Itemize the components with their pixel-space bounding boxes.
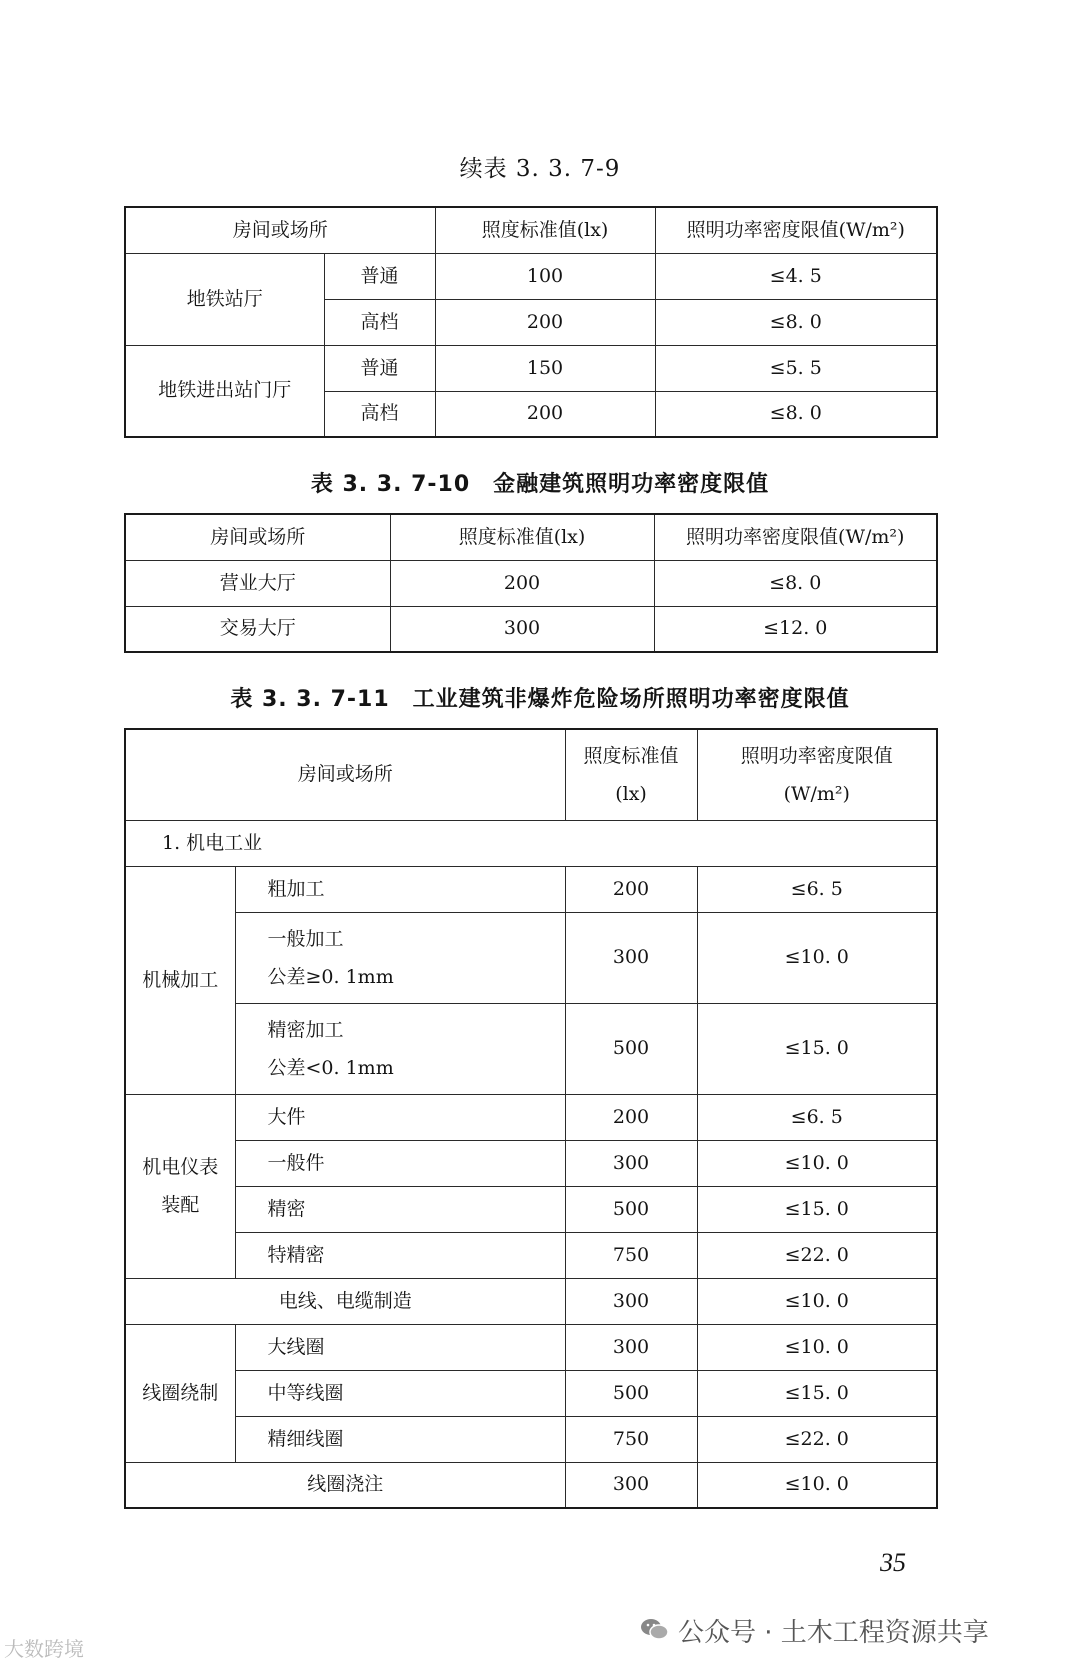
header-lux: 照度标准值(lx) [390,514,654,560]
lpd-value: ≤4. 5 [655,253,937,299]
table-header-row [125,514,937,560]
lux-value: 100 [435,253,655,299]
table-3-3-7-10 [124,513,938,653]
lux-value: 500 [565,1370,697,1416]
watermark-text: 公众号 · 土木工程资源共享 [678,1618,989,1648]
lpd-value: ≤15. 0 [697,1186,937,1232]
header-place: 房间或场所 [125,514,390,560]
table-row [125,1278,937,1324]
lpd-value: ≤5. 5 [655,345,937,391]
lux-value: 200 [435,391,655,437]
sub-type: 普通 [324,253,435,299]
lpd-value: ≤6. 5 [697,866,937,912]
place: 电线、电缆制造 [125,1278,565,1324]
lux-value: 500 [565,1003,697,1094]
table3-caption: 表 3. 3. 7-11 工业建筑非爆炸危险场所照明功率密度限值 [230,687,850,712]
table-row [125,1370,937,1416]
section-row [125,820,937,866]
item: 精密 [235,1186,565,1232]
lux-value: 200 [435,299,655,345]
table-row [125,606,937,652]
header-lux: 照度标准值(lx) [435,207,655,253]
group-name: 地铁站厅 [125,253,324,345]
table-header-row [125,207,937,253]
lpd-value: ≤10. 0 [697,1140,937,1186]
place: 交易大厅 [125,606,390,652]
lux-value: 150 [435,345,655,391]
table-row [125,912,937,1003]
table-row [125,560,937,606]
table-row [125,1462,937,1508]
lux-value: 500 [565,1186,697,1232]
lpd-value: ≤15. 0 [697,1370,937,1416]
header-lpd: 照明功率密度限值(W/m²) [654,514,937,560]
lpd-value: ≤8. 0 [655,299,937,345]
table2-caption: 表 3. 3. 7-10 金融建筑照明功率密度限值 [310,472,770,497]
table-row [125,253,937,299]
lpd-value: ≤10. 0 [697,912,937,1003]
item: 中等线圈 [235,1370,565,1416]
lpd-value: ≤22. 0 [697,1416,937,1462]
lux-value: 300 [565,1278,697,1324]
lux-value: 200 [565,866,697,912]
item: 一般加工 公差≥0. 1mm [235,912,565,1003]
lpd-value: ≤22. 0 [697,1232,937,1278]
table-row [125,1416,937,1462]
lpd-value: ≤12. 0 [654,606,937,652]
lux-value: 300 [390,606,654,652]
table-row [125,1232,937,1278]
sub-type: 普通 [324,345,435,391]
section-title: 1. 机电工业 [125,820,937,866]
place: 营业大厅 [125,560,390,606]
lpd-value: ≤10. 0 [697,1462,937,1508]
group-name: 线圈绕制 [125,1324,235,1462]
lpd-value: ≤6. 5 [697,1094,937,1140]
lux-value: 200 [390,560,654,606]
item: 粗加工 [235,866,565,912]
header-lux: 照度标准值 (lx) [565,729,697,820]
group-name: 地铁进出站门厅 [125,345,324,437]
lpd-value: ≤8. 0 [655,391,937,437]
table-row [125,1003,937,1094]
lux-value: 300 [565,912,697,1003]
sub-type: 高档 [324,391,435,437]
lpd-value: ≤15. 0 [697,1003,937,1094]
table-row [125,1324,937,1370]
lux-value: 300 [565,1462,697,1508]
table-row [125,1094,937,1140]
place: 线圈浇注 [125,1462,565,1508]
lux-value: 300 [565,1324,697,1370]
header-lpd: 照明功率密度限值 (W/m²) [697,729,937,820]
group-name: 机电仪表 装配 [125,1094,235,1278]
lpd-value: ≤8. 0 [654,560,937,606]
item: 精密加工 公差<0. 1mm [235,1003,565,1094]
lpd-value: ≤10. 0 [697,1324,937,1370]
item: 精细线圈 [235,1416,565,1462]
lux-value: 300 [565,1140,697,1186]
table1-caption: 续表 3. 3. 7-9 [459,156,621,182]
lpd-value: ≤10. 0 [697,1278,937,1324]
page-number: 35 [880,1548,906,1577]
table-header-row [125,729,937,820]
lux-value: 750 [565,1232,697,1278]
group-name: 机械加工 [125,866,235,1094]
lux-value: 750 [565,1416,697,1462]
wechat-icon [640,1617,670,1641]
item: 特精密 [235,1232,565,1278]
item: 大件 [235,1094,565,1140]
lux-value: 200 [565,1094,697,1140]
table-3-3-7-9 [124,206,938,438]
table-row [125,1186,937,1232]
table-row [125,1140,937,1186]
item: 一般件 [235,1140,565,1186]
table-3-3-7-11 [124,728,938,1509]
sub-type: 高档 [324,299,435,345]
header-place: 房间或场所 [125,207,435,253]
header-lpd: 照明功率密度限值(W/m²) [655,207,937,253]
table-row [125,866,937,912]
header-place: 房间或场所 [125,729,565,820]
item: 大线圈 [235,1324,565,1370]
watermark-left: 大数跨境 [4,1637,84,1661]
table-row [125,345,937,391]
